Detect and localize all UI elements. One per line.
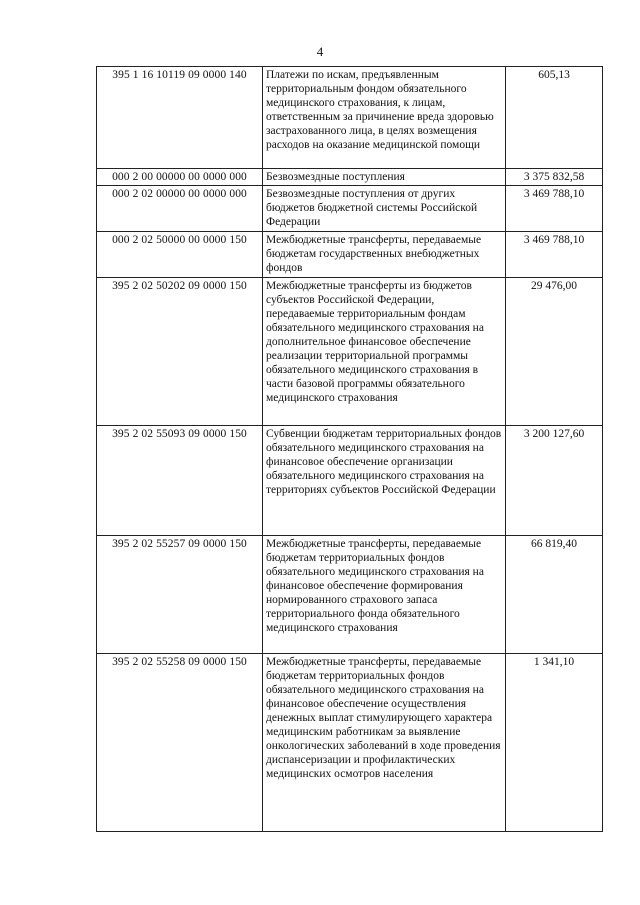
table-row <box>97 169 603 186</box>
budget-classification-code: 000 2 02 00000 00 0000 000 <box>97 186 263 232</box>
budget-classification-code: 000 2 02 50000 00 0000 150 <box>97 232 263 278</box>
table-row <box>97 278 603 426</box>
table-row <box>97 536 603 654</box>
revenue-amount: 66 819,40 <box>506 536 603 654</box>
revenue-amount: 29 476,00 <box>506 278 603 426</box>
revenue-amount: 3 469 788,10 <box>506 232 603 278</box>
revenue-description: Межбюджетные трансферты, передаваемые бюджетам территориальных фондов обязательного медицинского страхования на финансовое обеспечение формирования нормированного страхового запаса территориального фонда обязательного медицинского страхования <box>263 536 506 654</box>
revenue-amount: 1 341,10 <box>506 654 603 832</box>
table-row <box>97 654 603 832</box>
table-row <box>97 67 603 169</box>
revenue-amount: 605,13 <box>506 67 603 169</box>
table-row <box>97 232 603 278</box>
revenue-description: Субвенции бюджетам территориальных фондов обязательного медицинского страхования на финансовое обеспечение организации обязательного медицинского страхования на территориях субъектов Российской Федерации <box>263 426 506 536</box>
budget-revenue-table <box>96 66 603 832</box>
revenue-description: Межбюджетные трансферты из бюджетов субъектов Российской Федерации, передаваемые территориальным фондам обязательного медицинского страхования на дополнительное финансовое обеспечение реализации территориальной программы обязательного медицинского страхования в части базовой программы обязательного медицинского страхования <box>263 278 506 426</box>
revenue-description: Безвозмездные поступления <box>263 169 506 186</box>
table-row <box>97 186 603 232</box>
revenue-description: Межбюджетные трансферты, передаваемые бюджетам территориальных фондов обязательного медицинского страхования на финансовое обеспечение осуществления денежных выплат стимулирующего характера медицинским работникам за выявление онкологических заболеваний в ходе проведения диспансеризации и профилактических медицинских осмотров населения <box>263 654 506 832</box>
page-number: 4 <box>316 44 324 59</box>
budget-classification-code: 395 1 16 10119 09 0000 140 <box>97 67 263 169</box>
budget-classification-code: 000 2 00 00000 00 0000 000 <box>97 169 263 186</box>
revenue-amount: 3 375 832,58 <box>506 169 603 186</box>
revenue-amount: 3 469 788,10 <box>506 186 603 232</box>
table-row <box>97 426 603 536</box>
revenue-description: Межбюджетные трансферты, передаваемые бюджетам государственных внебюджетных фондов <box>263 232 506 278</box>
budget-classification-code: 395 2 02 50202 09 0000 150 <box>97 278 263 426</box>
revenue-amount: 3 200 127,60 <box>506 426 603 536</box>
budget-classification-code: 395 2 02 55257 09 0000 150 <box>97 536 263 654</box>
budget-classification-code: 395 2 02 55093 09 0000 150 <box>97 426 263 536</box>
revenue-description: Платежи по искам, предъявленным территориальным фондом обязательного медицинского страхования, к лицам, ответственным за причинение вреда здоровью застрахованного лица, в целях возмещения расходов на оказание медицинской помощи <box>263 67 506 169</box>
revenue-description: Безвозмездные поступления от других бюджетов бюджетной системы Российской Федерации <box>263 186 506 232</box>
budget-classification-code: 395 2 02 55258 09 0000 150 <box>97 654 263 832</box>
